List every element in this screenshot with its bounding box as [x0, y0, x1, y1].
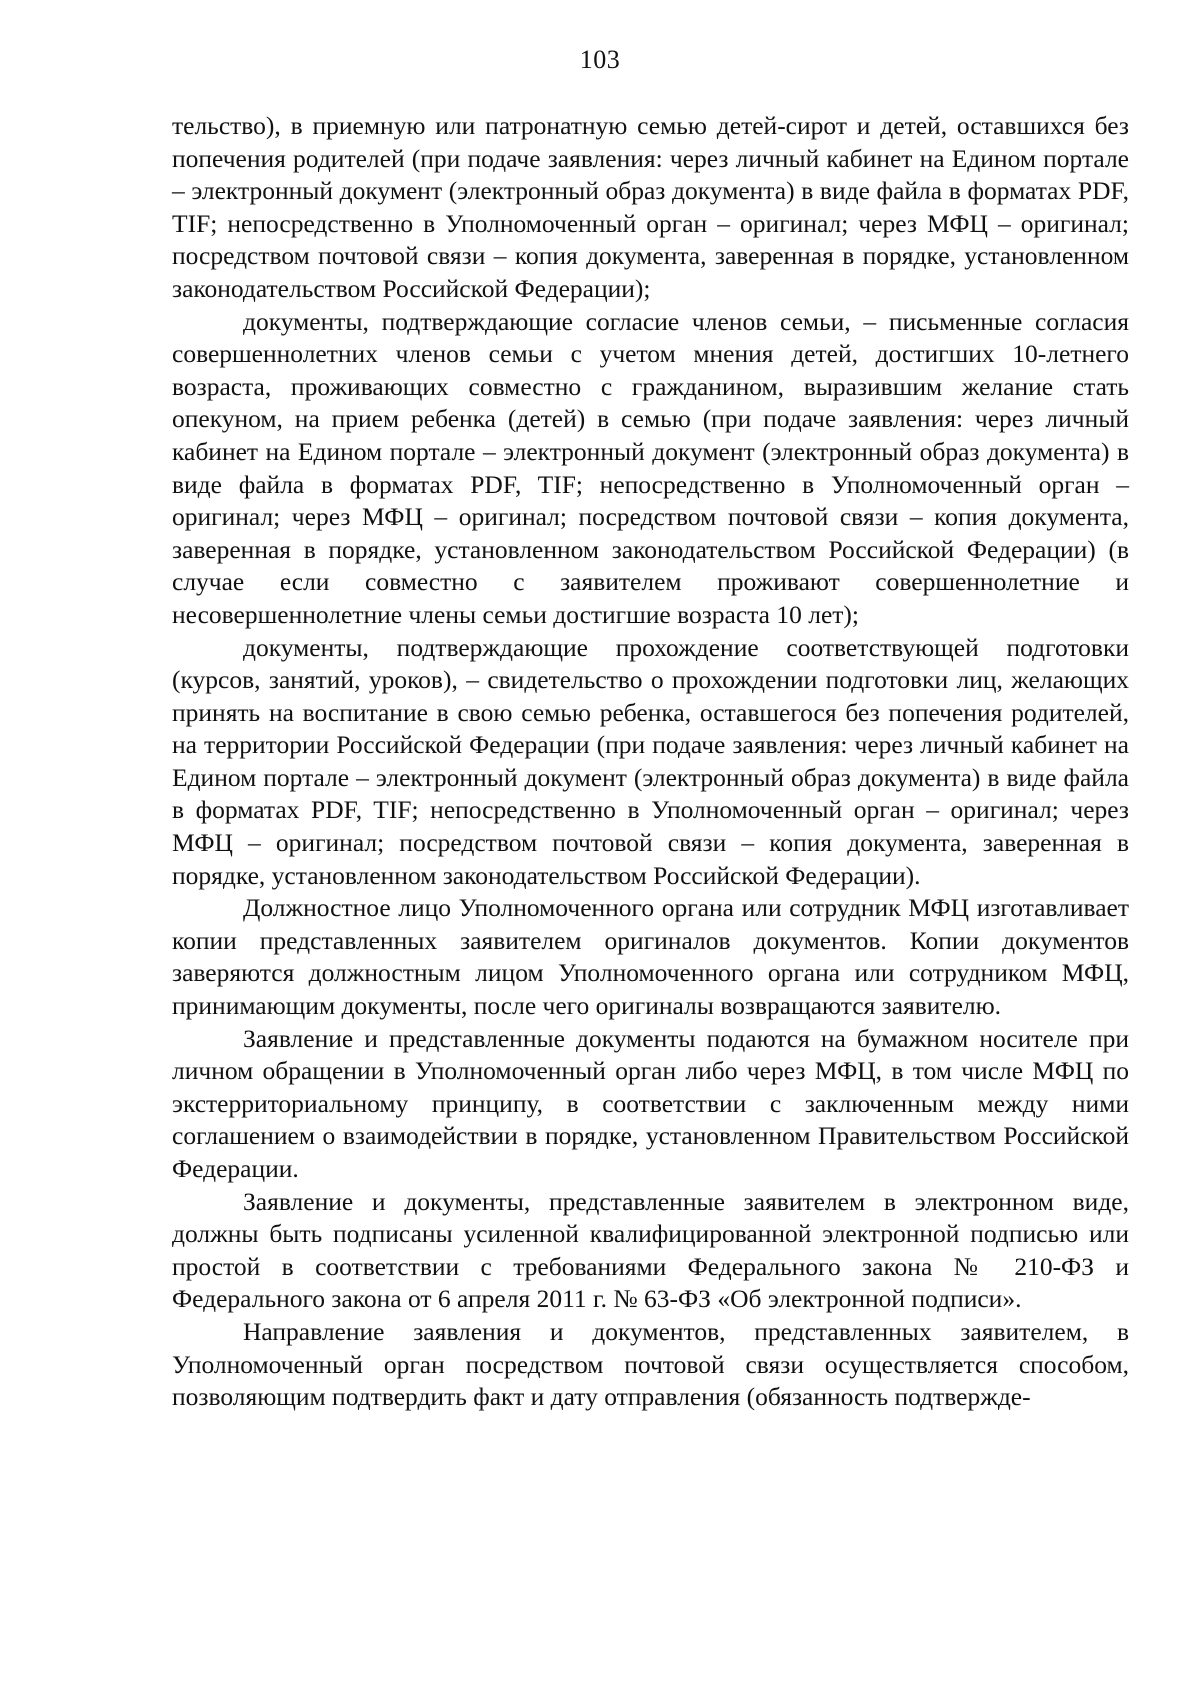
paragraph-training-certificate: документы, подтверждающие прохождение соответствующей подготовки (курсов, занятий, уроков), – свидетельство о прохождении подготовки лиц, желающих принять на воспитание в свою семью ребенка, оставшегося без попечения родителей, на территории Российской Федерации (при подаче заявления: через личный кабинет на Едином портале – электронный документ (электронный образ документа) в виде файла в форматах PDF, TIF; непосредственно в Уполномоченный орган – оригинал; через МФЦ – оригинал; посредством почтовой связи – копия документа, заверенная в порядке, установленном законодательством Российской Федерации). — [172, 632, 1129, 890]
paragraph-paper-submission: Заявление и представленные документы подаются на бумажном носителе при личном обращении в Уполномоченный орган либо через МФЦ, в том числе МФЦ по экстерриториальному принципу, в соответствии с заключенным между ними соглашением о взаимодействии в порядке, установленном Правительством Российской Федерации. — [172, 1023, 1129, 1183]
paragraph-copies: Должностное лицо Уполномоченного органа или сотрудник МФЦ изготавливает копии представленных заявителем оригиналов документов. Копии документов заверяются должностным лицом Уполномоченного органа или сотрудником МФЦ, принимающим документы, после чего оригиналы возвращаются заявителю. — [172, 893, 1129, 1021]
paragraph-postal-delivery: Направление заявления и документов, представленных заявителем, в Уполномоченный орган посредством почтовой связи осуществляется способом, позволяющим подтвердить факт и дату отправления (обязанность подтвержде- — [172, 1316, 1129, 1412]
paragraph-family-consent: документы, подтверждающие согласие членов семьи, – письменные согласия совершеннолетних членов семьи с учетом мнения детей, достигших 10-летнего возраста, проживающих совместно с гражданином, выразившим желание стать опекуном, на прием ребенка (детей) в семью (при подаче заявления: через личный кабинет на Едином портале – электронный документ (электронный образ документа) в виде файла в форматах PDF, TIF; непосредственно в Уполномоченный орган – оригинал; через МФЦ – оригинал; посредством почтовой связи – копия документа, заверенная в порядке, установленном законодательством Российской Федерации) (в случае если совместно с заявителем проживают совершеннолетние и несовершеннолетние члены семьи достигшие возраста 10 лет); — [172, 306, 1129, 629]
paragraph-electronic-signature: Заявление и документы, представленные заявителем в электронном виде, должны быть подписаны усиленной квалифицированной электронной подписью или простой в соответствии с требованиями Федерального закона № 210-ФЗ и Федерального закона от 6 апреля 2011 г. № 63-ФЗ «Об электронной подписи». — [172, 1186, 1129, 1314]
document-body — [172, 110, 1129, 1414]
paragraph-continuation: тельство), в приемную или патронатную семью детей-сирот и детей, оставшихся без попечения родителей (при подаче заявления: через личный кабинет на Едином портале – электронный документ (электронный образ документа) в виде файла в форматах PDF, TIF; непосредственно в Уполномоченный орган – оригинал; через МФЦ – оригинал; посредством почтовой связи – копия документа, заверенная в порядке, установленном законодательством Российской Федерации); — [172, 111, 1129, 303]
page-number: 103 — [579, 45, 621, 74]
